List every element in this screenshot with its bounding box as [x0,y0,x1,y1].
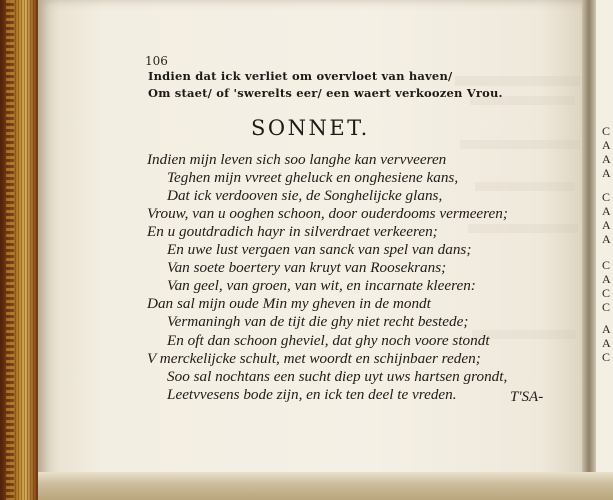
catchword: T'SA- [510,389,544,405]
verse-line: Teghen mijn vvreet gheluck en onghesiene kans, [167,169,459,187]
facing-page-letter: A [602,272,611,286]
facing-page-letter: C [602,190,611,204]
sonnet-title: SONNET. [251,116,370,140]
verse-line: Leetvvesens bode zijn, en ick ten deel te vreden. [167,385,457,403]
facing-page-letter: A [602,204,611,218]
verse-line: Dan sal mijn oude Min my gheven in de mondt [147,295,431,313]
facing-page-letter: C [602,258,611,272]
facing-page-letter: A [602,232,611,246]
book-cover-bottom [38,472,613,500]
verse-line: Soo sal nochtans een sucht diep uyt uws hartsen grondt, [167,367,508,385]
verse-line: En uwe lust vergaen van sanck van spel van dans; [167,241,472,259]
verse-line: Indien mijn leven sich soo langhe kan vervveeren [147,151,447,168]
verse-line: En oft dan schoon gheviel, dat ghy noch voore stondt [167,331,490,349]
book-gutter [582,0,596,500]
page-number: 106 [145,54,168,68]
verse-line: V merckelijcke schult, met woordt en schijnbaer reden; [147,349,481,367]
facing-page-letter: C [602,300,611,314]
facing-page-letter: C [602,286,611,300]
gilt-book-edge [0,0,42,500]
facing-page-letter: C [602,124,611,138]
verse-line: Van geel, van groen, van wit, en incarnate kleeren: [167,277,476,295]
facing-page-letter: C [602,350,611,364]
verse-line: Van soete boertery van kruyt van Roosekrans; [167,259,447,277]
right-page-sliver [596,0,613,500]
facing-page-letter: A [602,322,611,336]
facing-page-letter: A [602,166,611,180]
header-line-2: Om staet/ of 'swerelts eer/ een waert verkoozen Vrou. [148,86,503,100]
verse-line: Vermaningh van de tijt die ghy niet recht bestede; [167,313,469,331]
verse-line: Vrouw, van u ooghen schoon, door ouderdooms vermeeren; [147,205,508,223]
facing-page-letter: A [602,152,611,166]
header-line-1: Indien dat ick verliet om overvloet van haven/ [148,69,453,83]
facing-page-letter: A [602,336,611,350]
facing-page-letter: A [602,218,611,232]
verse-line: En u goutdradich hayr in silverdraet verkeeren; [147,223,438,241]
facing-page-letter: A [602,138,611,152]
verse-line: Dat ick verdooven sie, de Songhelijcke glans, [167,187,443,205]
